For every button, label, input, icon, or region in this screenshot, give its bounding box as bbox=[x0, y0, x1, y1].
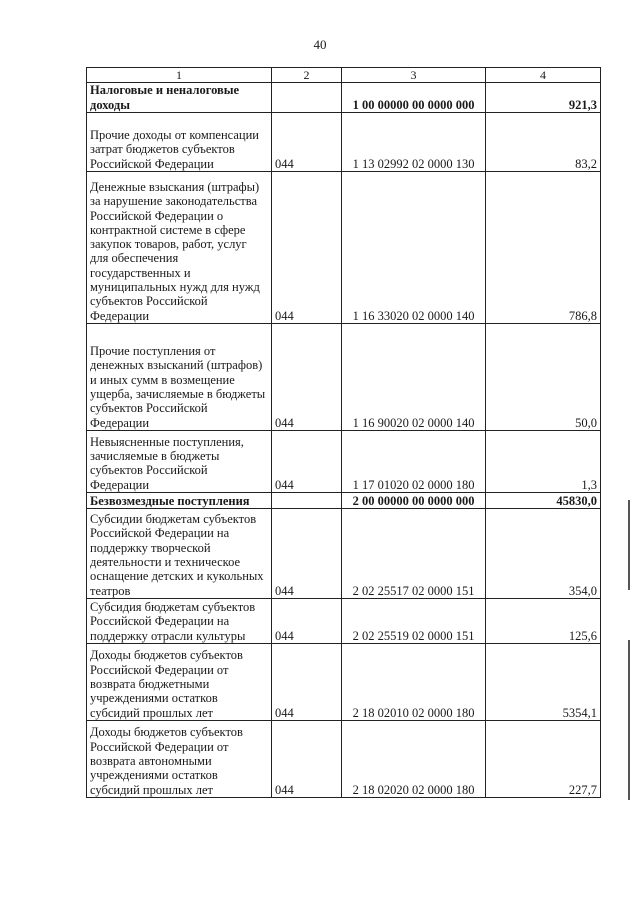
table-row bbox=[87, 83, 601, 113]
table-row bbox=[87, 430, 601, 492]
revenue-name: Прочие поступления от денежных взысканий (штрафов) и иных сумм в возмещение ущерба, зачисляемые в бюджеты субъектов Российской Федерации bbox=[87, 323, 272, 430]
column-number: 4 bbox=[486, 68, 601, 83]
revenue-name: Доходы бюджетов субъектов Российской Федерации от возврата автономными учреждениями остатков субсидий прошлых лет bbox=[87, 720, 272, 797]
budget-classification-code: 1 13 02992 02 0000 130 bbox=[342, 112, 486, 171]
table-row bbox=[87, 171, 601, 323]
admin-code: 044 bbox=[272, 112, 342, 171]
amount: 227,7 bbox=[486, 720, 601, 797]
admin-code: 044 bbox=[272, 171, 342, 323]
amount: 5354,1 bbox=[486, 643, 601, 720]
table-row bbox=[87, 643, 601, 720]
admin-code: 044 bbox=[272, 720, 342, 797]
admin-code: 044 bbox=[272, 508, 342, 598]
amount: 921,3 bbox=[486, 83, 601, 113]
scan-edge-mark bbox=[628, 500, 630, 590]
admin-code: 044 bbox=[272, 598, 342, 643]
admin-code: 044 bbox=[272, 430, 342, 492]
admin-code bbox=[272, 492, 342, 508]
column-number-row bbox=[87, 68, 601, 83]
revenue-name: Безвозмездные поступления bbox=[87, 492, 272, 508]
budget-classification-code: 2 18 02020 02 0000 180 bbox=[342, 720, 486, 797]
revenue-name: Налоговые и неналоговые доходы bbox=[87, 83, 272, 113]
budget-classification-code: 1 16 90020 02 0000 140 bbox=[342, 323, 486, 430]
budget-classification-code: 2 02 25517 02 0000 151 bbox=[342, 508, 486, 598]
amount: 50,0 bbox=[486, 323, 601, 430]
table-row bbox=[87, 508, 601, 598]
revenue-name: Невыясненные поступления, зачисляемые в бюджеты субъектов Российской Федерации bbox=[87, 430, 272, 492]
admin-code: 044 bbox=[272, 323, 342, 430]
column-number: 3 bbox=[342, 68, 486, 83]
table-row bbox=[87, 598, 601, 643]
table-row bbox=[87, 492, 601, 508]
budget-classification-code: 1 17 01020 02 0000 180 bbox=[342, 430, 486, 492]
amount: 45830,0 bbox=[486, 492, 601, 508]
amount: 354,0 bbox=[486, 508, 601, 598]
table-row bbox=[87, 323, 601, 430]
column-number: 1 bbox=[87, 68, 272, 83]
table-row bbox=[87, 720, 601, 797]
budget-classification-code: 2 02 25519 02 0000 151 bbox=[342, 598, 486, 643]
budget-classification-code: 1 16 33020 02 0000 140 bbox=[342, 171, 486, 323]
amount: 786,8 bbox=[486, 171, 601, 323]
admin-code: 044 bbox=[272, 643, 342, 720]
amount: 1,3 bbox=[486, 430, 601, 492]
amount: 125,6 bbox=[486, 598, 601, 643]
revenue-name: Субсидия бюджетам субъектов Российской Федерации на поддержку отрасли культуры bbox=[87, 598, 272, 643]
amount: 83,2 bbox=[486, 112, 601, 171]
column-number: 2 bbox=[272, 68, 342, 83]
revenue-name: Доходы бюджетов субъектов Российской Федерации от возврата бюджетными учреждениями остатков субсидий прошлых лет bbox=[87, 643, 272, 720]
budget-classification-code: 2 18 02010 02 0000 180 bbox=[342, 643, 486, 720]
revenue-name: Субсидии бюджетам субъектов Российской Федерации на поддержку творческой деятельности и техническое оснащение детских и кукольных театров bbox=[87, 508, 272, 598]
page-number: 40 bbox=[313, 37, 327, 52]
table-row bbox=[87, 112, 601, 171]
admin-code bbox=[272, 83, 342, 113]
budget-classification-code: 2 00 00000 00 0000 000 bbox=[342, 492, 486, 508]
revenue-name: Денежные взыскания (штрафы) за нарушение законодательства Российской Федерации о контрактной системе в сфере закупок товаров, работ, услуг для обеспечения государственных и муниципальных нужд для нужд субъектов Российской Федерации bbox=[87, 171, 272, 323]
budget-revenue-table bbox=[86, 67, 601, 798]
scan-edge-mark bbox=[628, 640, 630, 800]
budget-classification-code: 1 00 00000 00 0000 000 bbox=[342, 83, 486, 113]
revenue-name: Прочие доходы от компенсации затрат бюджетов субъектов Российской Федерации bbox=[87, 112, 272, 171]
